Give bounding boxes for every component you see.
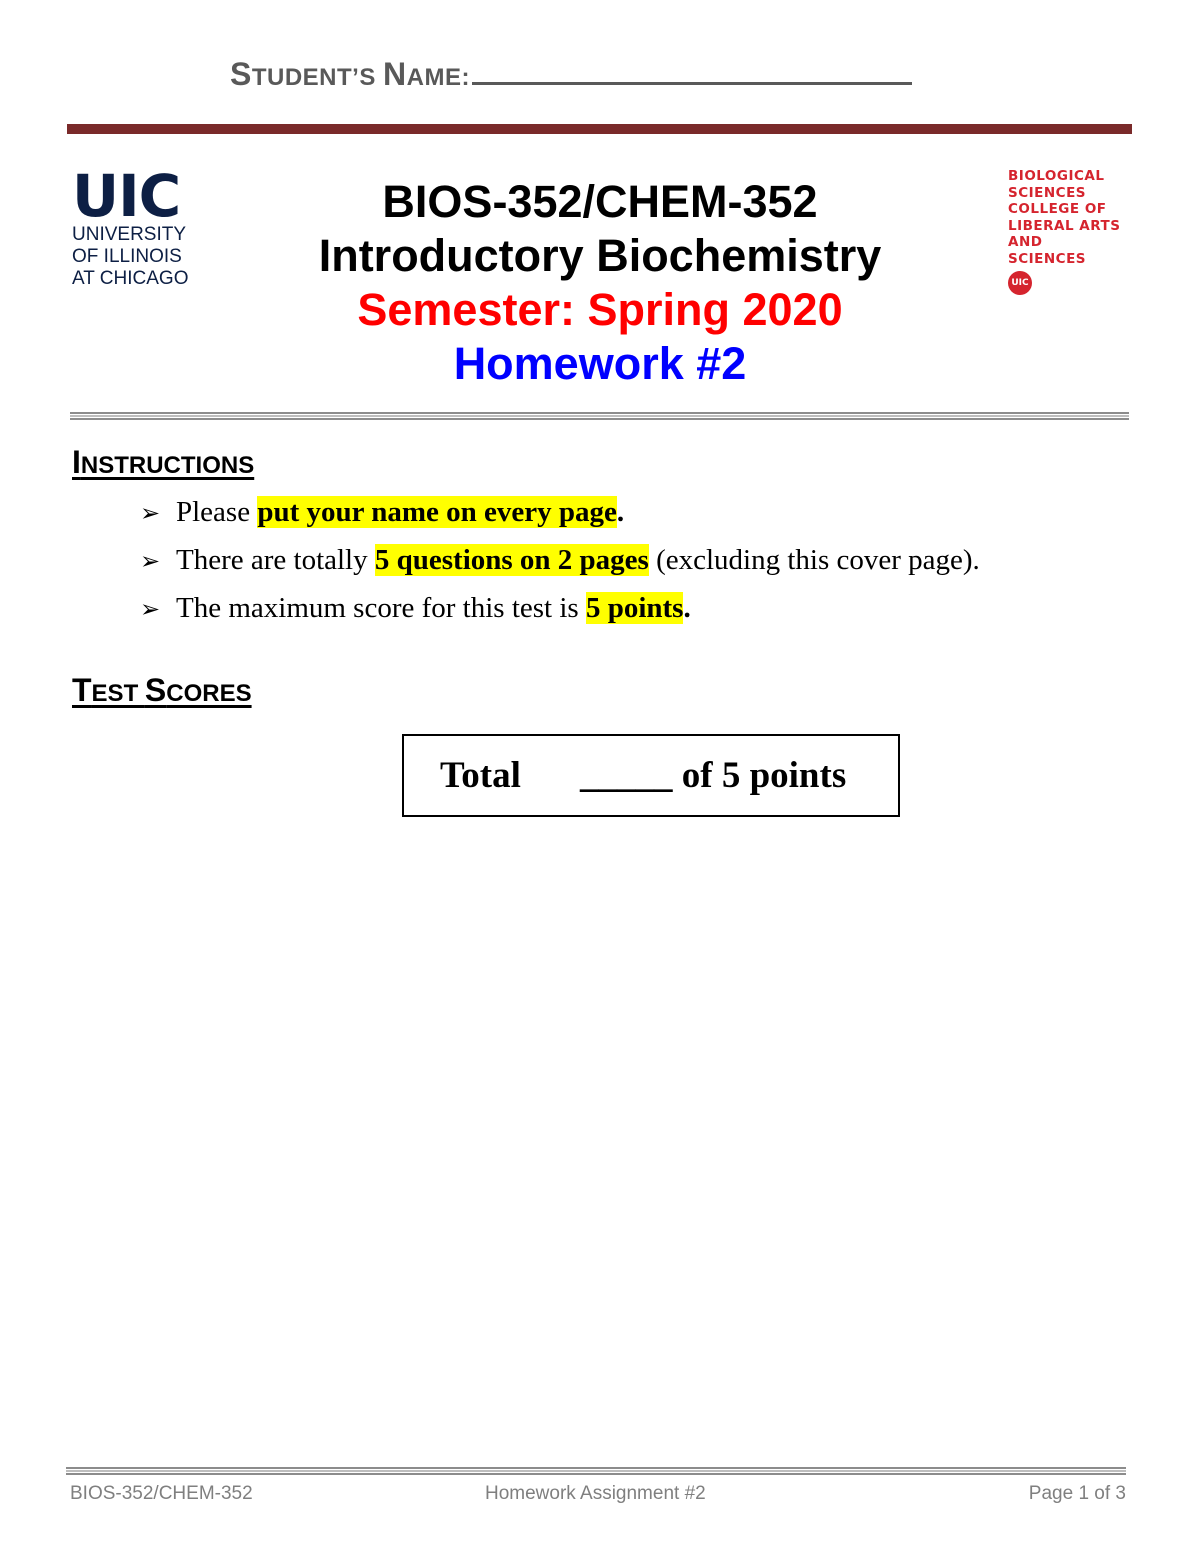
footer-assignment: Homework Assignment #2: [485, 1483, 706, 1504]
list-item: ➢ The maximum score for this test is 5 points.: [140, 584, 980, 632]
uic-logo-line: UNIVERSITY: [72, 224, 187, 245]
uic-badge-icon: UIC: [1008, 271, 1032, 295]
bio-logo-line: SCIENCES: [1008, 250, 1087, 267]
bio-logo-line: SCIENCES: [1008, 184, 1087, 201]
student-name-label: STUDENT’S NAME:: [230, 52, 912, 98]
bio-logo-line: LIBERAL ARTS: [1008, 217, 1121, 234]
footer-course: BIOS-352/CHEM-352: [70, 1483, 253, 1504]
header-rule: [67, 124, 1132, 134]
list-item: ➢ There are totally 5 questions on 2 pages (excluding this cover page).: [140, 536, 980, 584]
title-block: [250, 175, 950, 391]
uic-logo-line: OF ILLINOIS: [72, 246, 182, 267]
arrow-bullet-icon: ➢: [140, 499, 161, 527]
course-code: BIOS-352/CHEM-352: [382, 176, 818, 227]
test-scores-heading: TEST SCORES: [72, 672, 252, 708]
arrow-bullet-icon: ➢: [140, 595, 161, 623]
course-name: Introductory Biochemistry: [318, 230, 882, 281]
list-item: ➢ Please put your name on every page.: [140, 488, 980, 536]
bio-logo-line: COLLEGE OF: [1008, 201, 1107, 217]
instructions-list: [140, 488, 980, 632]
biological-sciences-logo: [1008, 168, 1158, 295]
footer-page-number: Page 1 of 3: [1028, 1483, 1126, 1504]
page-footer: [70, 1480, 1126, 1510]
instructions-heading: INSTRUCTIONS: [72, 444, 255, 480]
semester: Semester: Spring 2020: [357, 284, 843, 335]
score-box: [402, 734, 900, 817]
uic-logo-word: UIC: [72, 162, 181, 230]
score-total-label: Total: [440, 755, 521, 796]
uic-logo-line: AT CHICAGO: [72, 268, 189, 289]
uic-logo: [72, 162, 202, 298]
arrow-bullet-icon: ➢: [140, 547, 161, 575]
score-blank[interactable]: _____ of 5 points: [580, 755, 847, 796]
bio-logo-line: AND: [1008, 234, 1043, 250]
bio-logo-line: BIOLOGICAL: [1008, 168, 1105, 184]
title-divider: [70, 412, 1129, 420]
homework-title: Homework #2: [453, 338, 747, 389]
student-name-blank[interactable]: [472, 52, 912, 85]
footer-divider: [66, 1467, 1126, 1475]
